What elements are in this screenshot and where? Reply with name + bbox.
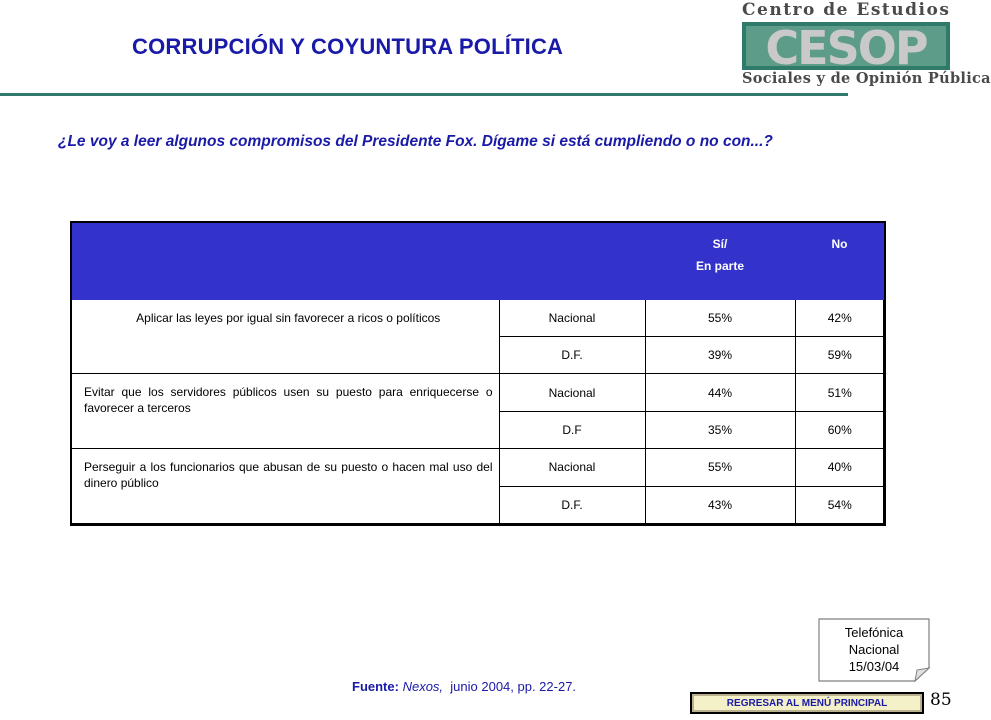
column-header-no: No bbox=[831, 237, 848, 251]
commitment-description: Evitar que los servidores públicos usen su puesto para enriquecerse o favorecer a terceros bbox=[72, 374, 499, 449]
table-row bbox=[72, 300, 884, 337]
note-line-3: 15/03/04 bbox=[848, 659, 900, 674]
back-to-main-menu-button[interactable]: REGRESAR AL MENÚ PRINCIPAL bbox=[690, 692, 924, 714]
source-citation bbox=[352, 679, 576, 694]
si-value: 39% bbox=[645, 337, 795, 374]
page-title: CORRUPCIÓN Y COYUNTURA POLÍTICA bbox=[132, 34, 564, 59]
scope-cell: Nacional bbox=[499, 374, 645, 411]
logo-mark bbox=[742, 21, 950, 75]
commitment-description: Aplicar las leyes por igual sin favorecer a ricos o políticos bbox=[136, 310, 441, 325]
si-value: 55% bbox=[645, 300, 795, 337]
logo-top-text: Centro de Estudios bbox=[742, 0, 951, 20]
si-value: 55% bbox=[645, 449, 795, 486]
scope-cell: D.F. bbox=[499, 486, 645, 523]
no-value: 42% bbox=[795, 300, 884, 337]
scope-cell: D.F. bbox=[499, 337, 645, 374]
source-publication: Nexos, bbox=[402, 679, 444, 694]
table-row bbox=[72, 449, 884, 486]
svg-text:CESOP: CESOP bbox=[765, 21, 927, 75]
column-header-si: Sí/ bbox=[712, 237, 728, 251]
no-value: 60% bbox=[795, 411, 884, 448]
header-no-cell bbox=[795, 223, 884, 300]
table-row bbox=[72, 374, 884, 411]
scope-cell: Nacional bbox=[499, 300, 645, 337]
column-header-en-parte: En parte bbox=[695, 259, 744, 273]
source-label: Fuente: bbox=[352, 679, 399, 694]
scope-cell: D.F bbox=[499, 411, 645, 448]
note-line-1: Telefónica bbox=[844, 625, 904, 640]
no-value: 54% bbox=[795, 486, 884, 523]
header-blank-cell bbox=[72, 223, 645, 300]
survey-question: ¿Le voy a leer algunos compromisos del Presidente Fox. Dígame si está cumpliendo o no con...? bbox=[58, 133, 773, 150]
header-si-cell bbox=[645, 223, 795, 300]
scope-cell: Nacional bbox=[499, 449, 645, 486]
no-value: 51% bbox=[795, 374, 884, 411]
note-line-2: Nacional bbox=[848, 642, 900, 657]
si-value: 43% bbox=[645, 486, 795, 523]
no-value: 59% bbox=[795, 337, 884, 374]
survey-note-box bbox=[818, 618, 930, 682]
source-detail: junio 2004, pp. 22-27. bbox=[450, 679, 577, 694]
header-divider bbox=[0, 93, 848, 96]
results-table bbox=[70, 221, 886, 526]
si-value: 44% bbox=[645, 374, 795, 411]
page-number: 85 bbox=[930, 690, 952, 710]
logo-bottom-text: Sociales y de Opinión Pública bbox=[742, 70, 991, 87]
si-value: 35% bbox=[645, 411, 795, 448]
no-value: 40% bbox=[795, 449, 884, 486]
table-header-row bbox=[72, 223, 884, 300]
commitment-description: Perseguir a los funcionarios que abusan de su puesto o hacen mal uso del dinero público bbox=[72, 449, 499, 523]
